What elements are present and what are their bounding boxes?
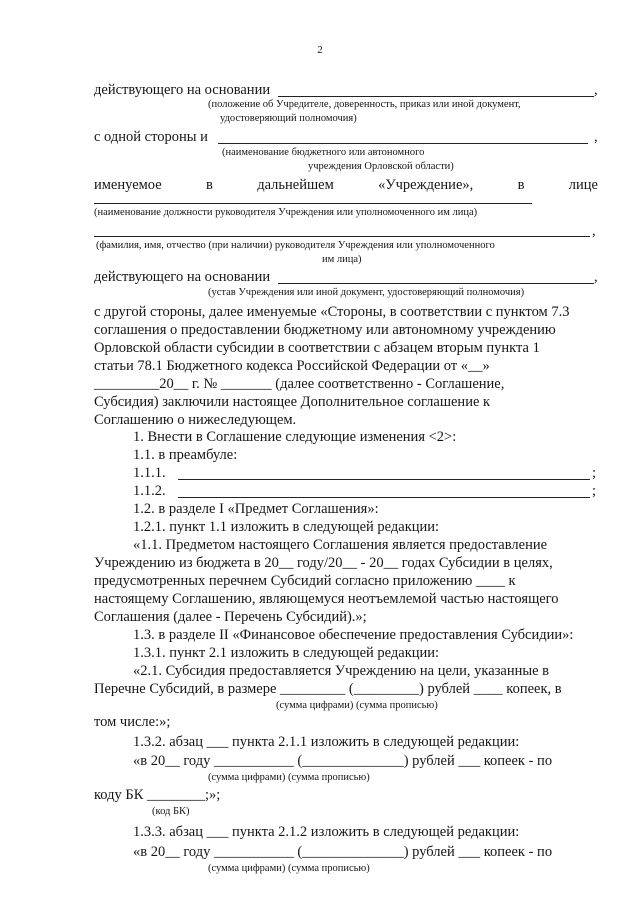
- doc-line: том числе:»;: [94, 714, 171, 730]
- doc-line: предусмотренных перечнем Субсидий согласно приложению ____ к: [94, 573, 516, 589]
- doc-caption: (сумма цифрами) (сумма прописью): [276, 700, 438, 711]
- doc-caption: (код БК): [152, 806, 190, 817]
- fill-blank: [218, 143, 588, 144]
- doc-line: с одной стороны и: [94, 129, 208, 145]
- doc-line: «2.1. Субсидия предоставляется Учреждению на цели, указанные в: [133, 663, 550, 679]
- doc-line: 1.1.1.: [133, 465, 166, 481]
- doc-punct: ;: [592, 483, 597, 499]
- doc-caption: учреждения Орловской области): [308, 161, 454, 172]
- doc-line: «в 20__ году ___________ (______________) рублей ___ копеек - по: [133, 844, 553, 860]
- doc-line: Учреждению из бюджета в 20__ году/20__ - 20__ годах Субсидии в целях,: [94, 555, 553, 571]
- doc-punct: ,: [594, 269, 598, 285]
- doc-line: настоящему Соглашению, являющемуся неотъемлемой частью настоящего: [94, 591, 559, 607]
- doc-caption: (сумма цифрами) (сумма прописью): [208, 772, 370, 783]
- doc-line: 1.1. в преамбуле:: [133, 447, 238, 463]
- fill-blank: [94, 236, 590, 237]
- fill-blank: [94, 203, 532, 204]
- fill-blank: [278, 96, 594, 97]
- doc-line: действующего на основании: [94, 269, 271, 285]
- doc-caption: (наименование бюджетного или автономного: [222, 147, 425, 158]
- doc-line: 1.3. в разделе II «Финансовое обеспечение предоставления Субсидии»:: [133, 627, 574, 643]
- fill-blank: [178, 497, 590, 498]
- doc-line: 1.3.2. абзац ___ пункта 2.1.1 изложить в следующей редакции:: [133, 734, 520, 750]
- doc-line: 1.3.3. абзац ___ пункта 2.1.2 изложить в следующей редакции:: [133, 824, 520, 840]
- doc-line: с другой стороны, далее именуемые «Стороны, в соответствии с пунктом 7.3: [94, 304, 570, 320]
- doc-caption: удостоверяющий полномочия): [220, 113, 357, 124]
- fill-blank: [178, 479, 590, 480]
- doc-line: «в 20__ году ___________ (______________) рублей ___ копеек - по: [133, 753, 553, 769]
- doc-punct: ,: [594, 129, 598, 145]
- doc-line: 1.2.1. пункт 1.1 изложить в следующей редакции:: [133, 519, 440, 535]
- doc-line-justified: именуемое в дальнейшем «Учреждение», в лице: [94, 177, 598, 193]
- doc-punct: ,: [592, 223, 596, 239]
- fill-blank: [278, 283, 594, 284]
- page-number: 2: [317, 44, 323, 56]
- doc-line: «1.1. Предметом настоящего Соглашения является предоставление: [133, 537, 548, 553]
- doc-line: Соглашению о нижеследующем.: [94, 412, 297, 428]
- doc-line: 1.1.2.: [133, 483, 166, 499]
- doc-line: 1.2. в разделе I «Предмет Соглашения»:: [133, 501, 379, 517]
- doc-line: _________20__ г. № _______ (далее соответственно - Соглашение,: [94, 376, 505, 392]
- doc-line: коду БК ________;»;: [94, 787, 221, 803]
- doc-punct: ,: [594, 82, 598, 98]
- doc-punct: ;: [592, 465, 597, 481]
- doc-caption: (положение об Учредителе, доверенность, приказ или иной документ,: [208, 99, 521, 110]
- doc-line: Орловской области субсидии в соответствии с абзацем вторым пункта 1: [94, 340, 540, 356]
- doc-line: 1. Внести в Соглашение следующие изменения <2>:: [133, 429, 457, 445]
- doc-line: соглашения о предоставлении бюджетному или автономному учреждению: [94, 322, 556, 338]
- doc-line: 1.3.1. пункт 2.1 изложить в следующей редакции:: [133, 645, 440, 661]
- doc-line: Соглашения (далее - Перечень Субсидий).»;: [94, 609, 367, 625]
- doc-line: Перечне Субсидий, в размере _________ (_________) рублей ____ копеек, в: [94, 681, 562, 697]
- doc-caption: (фамилия, имя, отчество (при наличии) руководителя Учреждения или уполномоченного: [96, 240, 495, 251]
- doc-caption: (сумма цифрами) (сумма прописью): [208, 863, 370, 874]
- doc-line: Субсидия) заключили настоящее Дополнительное соглашение к: [94, 394, 491, 410]
- doc-line: действующего на основании: [94, 82, 271, 98]
- doc-caption: (наименование должности руководителя Учреждения или уполномоченного им лица): [94, 207, 478, 218]
- doc-caption: (устав Учреждения или иной документ, удостоверяющий полномочия): [208, 287, 525, 298]
- doc-caption: им лица): [322, 254, 362, 265]
- doc-line: статьи 78.1 Бюджетного кодекса Российской Федерации от «__»: [94, 358, 490, 374]
